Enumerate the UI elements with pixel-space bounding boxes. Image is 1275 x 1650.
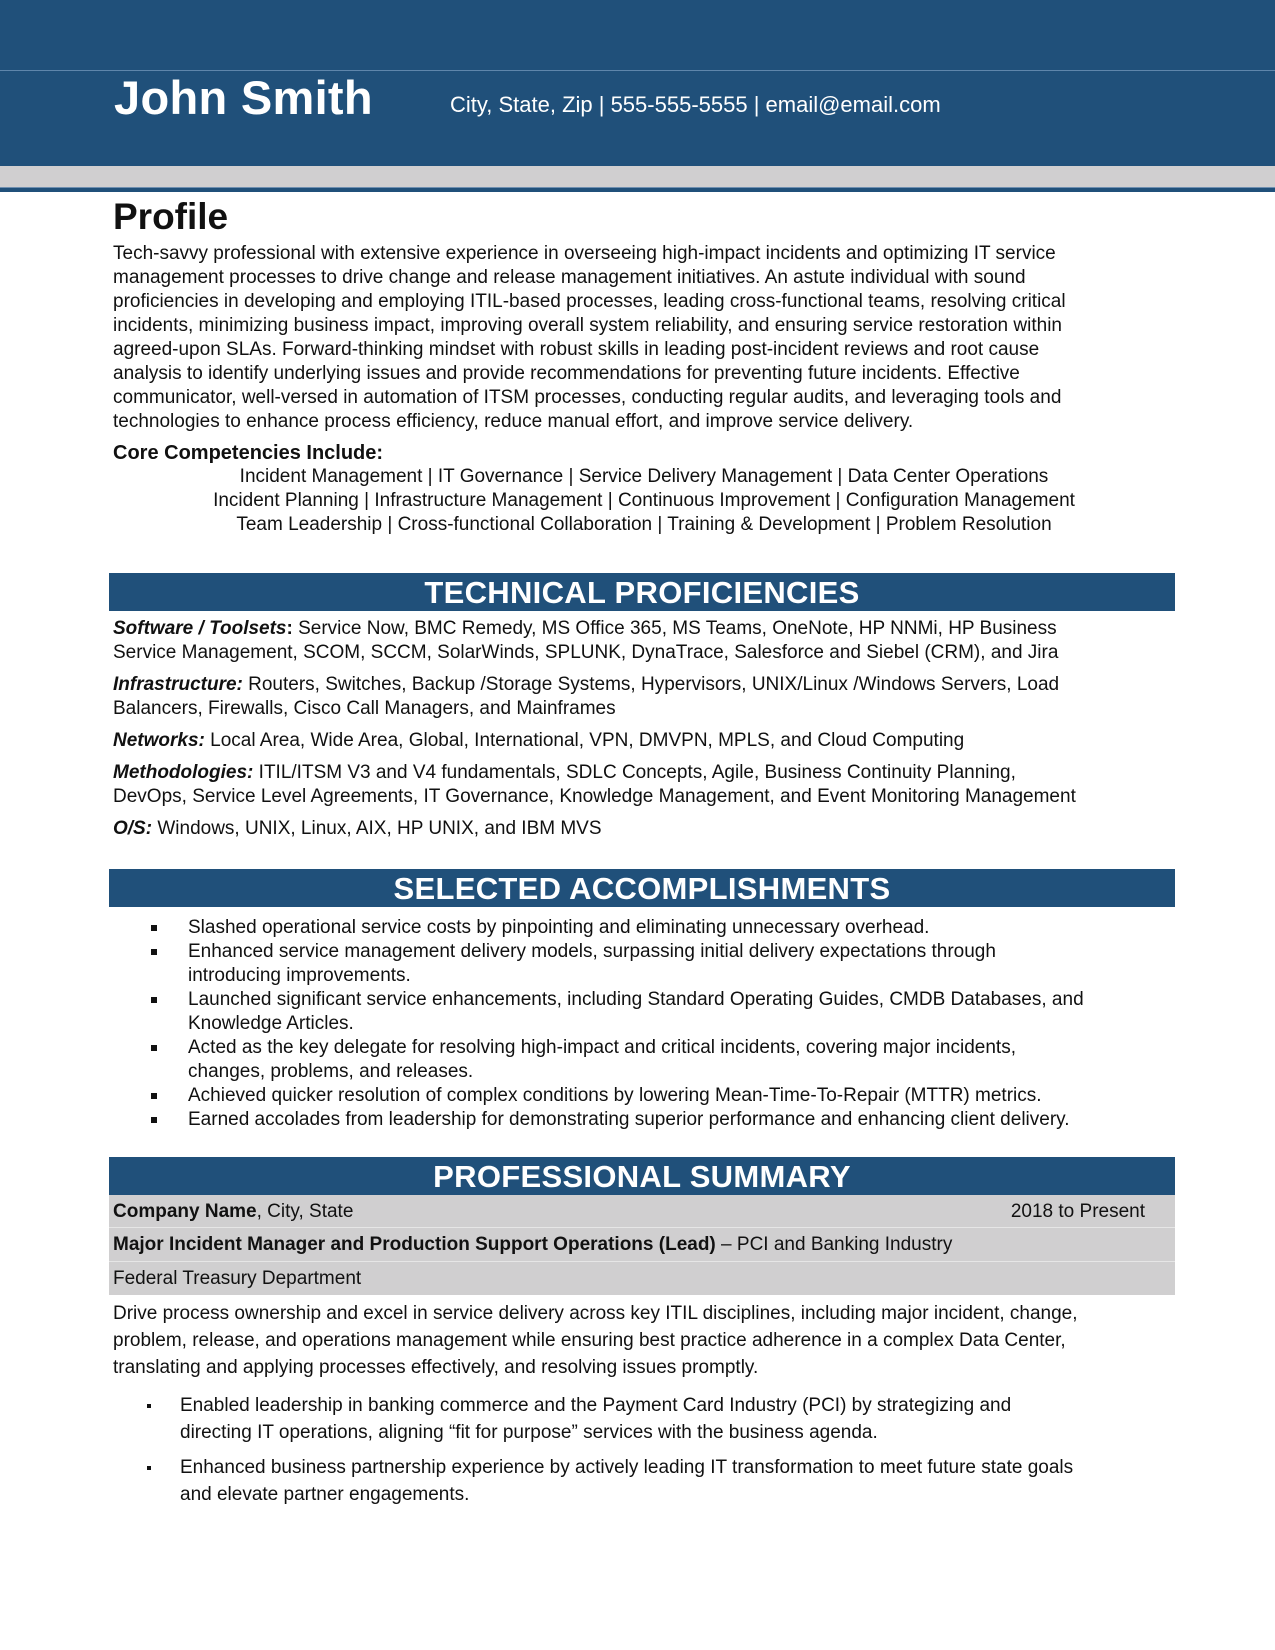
tech-value: Balancers, Firewalls, Cisco Call Managers, and Mainframes	[113, 698, 616, 719]
profile-line: agreed-upon SLAs. Forward-thinking mindset with robust skills in leading post-incident reviews and root cause	[113, 339, 1040, 360]
square-bullet-icon	[147, 1404, 151, 1408]
square-bullet-icon	[151, 1117, 157, 1123]
profile-line: incidents, minimizing business impact, improving overall system reliability, and ensuring service restoration within	[113, 315, 1062, 336]
job-industry: – PCI and Banking Industry	[715, 1234, 953, 1255]
tech-label: Infrastructure:	[113, 674, 243, 695]
profile-line: Tech-savvy professional with extensive experience in overseeing high-impact incidents and optimizing IT service	[113, 243, 1056, 264]
profile-heading: Profile	[113, 196, 229, 237]
tech-label: Networks:	[113, 730, 205, 751]
tech-item-infrastructure	[113, 673, 1175, 721]
core-competencies-heading: Core Competencies Include:	[113, 442, 384, 464]
accomplishment-text: Knowledge Articles.	[188, 1013, 354, 1034]
core-competencies-line: Incident Management | IT Governance | Service Delivery Management | Data Center Operations	[239, 466, 1049, 487]
profile-line: analysis to identify underlying issues and provide recommendations for preventing future incidents. Effective	[113, 363, 1020, 384]
accomplishment-text: Achieved quicker resolution of complex conditions by lowering Mean-Time-To-Repair (MTTR) metrics.	[188, 1085, 1042, 1106]
tech-label: Methodologies:	[113, 762, 254, 783]
square-bullet-icon	[151, 949, 157, 955]
company-location: , City, State	[256, 1201, 354, 1222]
job-achievement-item	[113, 1392, 1175, 1446]
resume-header	[0, 0, 1275, 166]
job-achievement-item	[113, 1454, 1175, 1508]
company-name: Company Name	[113, 1201, 257, 1222]
job-description-line: translating and applying processes effectively, and resolving issues promptly.	[113, 1357, 759, 1378]
job-achievement-text: and elevate partner engagements.	[180, 1484, 470, 1505]
tech-value: ITIL/ITSM V3 and V4 fundamentals, SDLC Concepts, Agile, Business Continuity Planning,	[253, 762, 1016, 783]
accomplishment-text: Launched significant service enhancements, including Standard Operating Guides, CMDB Databases, and	[188, 989, 1084, 1010]
accomplishment-item	[113, 940, 1175, 988]
job-achievement-text: Enabled leadership in banking commerce and the Payment Card Industry (PCI) by strategizing and	[180, 1395, 1012, 1416]
tech-label: O/S:	[113, 818, 153, 839]
job-description	[113, 1300, 1175, 1381]
accomplishment-text: changes, problems, and releases.	[188, 1061, 474, 1082]
tech-label-colon: :	[286, 618, 293, 639]
profile-line: management processes to drive change and release management initiatives. An astute individual with sound	[113, 267, 1026, 288]
job-title-row	[109, 1228, 1175, 1261]
tech-item-software	[113, 617, 1175, 665]
profile-summary	[113, 242, 1175, 434]
job-description-line: problem, release, and operations management while ensuring best practice adherence in a complex Data Center,	[113, 1330, 1066, 1351]
accomplishment-item	[113, 1108, 1175, 1132]
job-title: Major Incident Manager and Production Support Operations (Lead)	[113, 1234, 716, 1255]
accomplishment-text: Enhanced service management delivery models, surpassing initial delivery expectations through	[188, 941, 996, 962]
accomplishments-list	[113, 916, 1175, 1132]
accomplishment-text: Earned accolades from leadership for demonstrating superior performance and enhancing client delivery.	[188, 1109, 1070, 1130]
tech-value: DevOps, Service Level Agreements, IT Governance, Knowledge Management, and Event Monitoring Management	[113, 786, 1076, 807]
technical-proficiencies-heading: TECHNICAL PROFICIENCIES	[109, 573, 1175, 611]
accomplishment-text: introducing improvements.	[188, 965, 411, 986]
job-description-line: Drive process ownership and excel in service delivery across key ITIL disciplines, including major incident, change,	[113, 1303, 1078, 1324]
core-competencies-line: Incident Planning | Infrastructure Management | Continuous Improvement | Configuration Management	[213, 490, 1075, 511]
square-bullet-icon	[151, 1045, 157, 1051]
job-department-row	[109, 1262, 1175, 1295]
job-dates: 2018 to Present	[1010, 1201, 1145, 1222]
header-gray-band	[0, 166, 1275, 187]
accomplishment-text: Acted as the key delegate for resolving high-impact and critical incidents, covering major incidents,	[188, 1037, 1016, 1058]
tech-value: Windows, UNIX, Linux, AIX, HP UNIX, and IBM MVS	[152, 818, 602, 839]
job-achievement-text: Enhanced business partnership experience by actively leading IT transformation to meet future state goals	[180, 1457, 1074, 1478]
accomplishment-item	[113, 916, 1175, 940]
professional-summary-heading: PROFESSIONAL SUMMARY	[109, 1157, 1175, 1195]
job-company-row	[109, 1195, 1175, 1227]
job-achievement-text: directing IT operations, aligning “fit for purpose” services with the business agenda.	[180, 1422, 878, 1443]
accomplishments-heading: SELECTED ACCOMPLISHMENTS	[109, 869, 1175, 907]
accomplishment-item	[113, 1084, 1175, 1108]
tech-value: Local Area, Wide Area, Global, International, VPN, DMVPN, MPLS, and Cloud Computing	[204, 730, 965, 751]
contact-info: City, State, Zip | 555-555-5555 | email@email.com	[450, 92, 941, 117]
profile-line: communicator, well-versed in automation of ITSM processes, conducting regular audits, and leveraging tools and	[113, 387, 1062, 408]
job-department: Federal Treasury Department	[113, 1268, 362, 1289]
tech-value: Routers, Switches, Backup /Storage Systems, Hypervisors, UNIX/Linux /Windows Servers, Load	[242, 674, 1060, 695]
accomplishment-item	[113, 1036, 1175, 1084]
profile-line: technologies to enhance process efficiency, reduce manual effort, and improve service delivery.	[113, 411, 914, 432]
tech-value: Service Management, SCOM, SCCM, SolarWinds, SPLUNK, DynaTrace, Salesforce and Siebel (CRM), and Jira	[113, 642, 1059, 663]
accomplishment-item	[113, 988, 1175, 1036]
tech-item-methodologies	[113, 761, 1175, 809]
tech-label: Software / Toolsets	[113, 618, 287, 639]
candidate-name: John Smith	[114, 71, 373, 124]
square-bullet-icon	[151, 925, 157, 931]
profile-line: proficiencies in developing and employing ITIL-based processes, leading cross-functional teams, resolving critical	[113, 291, 1066, 312]
square-bullet-icon	[151, 1093, 157, 1099]
job-achievements-list	[113, 1392, 1175, 1516]
tech-item-os	[113, 817, 1175, 841]
square-bullet-icon	[147, 1466, 151, 1470]
core-competencies-line: Team Leadership | Cross-functional Collaboration | Training & Development | Problem Resolution	[236, 514, 1052, 535]
profile-section	[113, 192, 1175, 537]
accomplishment-text: Slashed operational service costs by pinpointing and eliminating unnecessary overhead.	[188, 917, 930, 938]
square-bullet-icon	[151, 997, 157, 1003]
tech-value: Service Now, BMC Remedy, MS Office 365, MS Teams, OneNote, HP NNMi, HP Business	[292, 618, 1057, 639]
technical-proficiencies-list	[113, 617, 1175, 849]
tech-item-networks	[113, 729, 1175, 753]
